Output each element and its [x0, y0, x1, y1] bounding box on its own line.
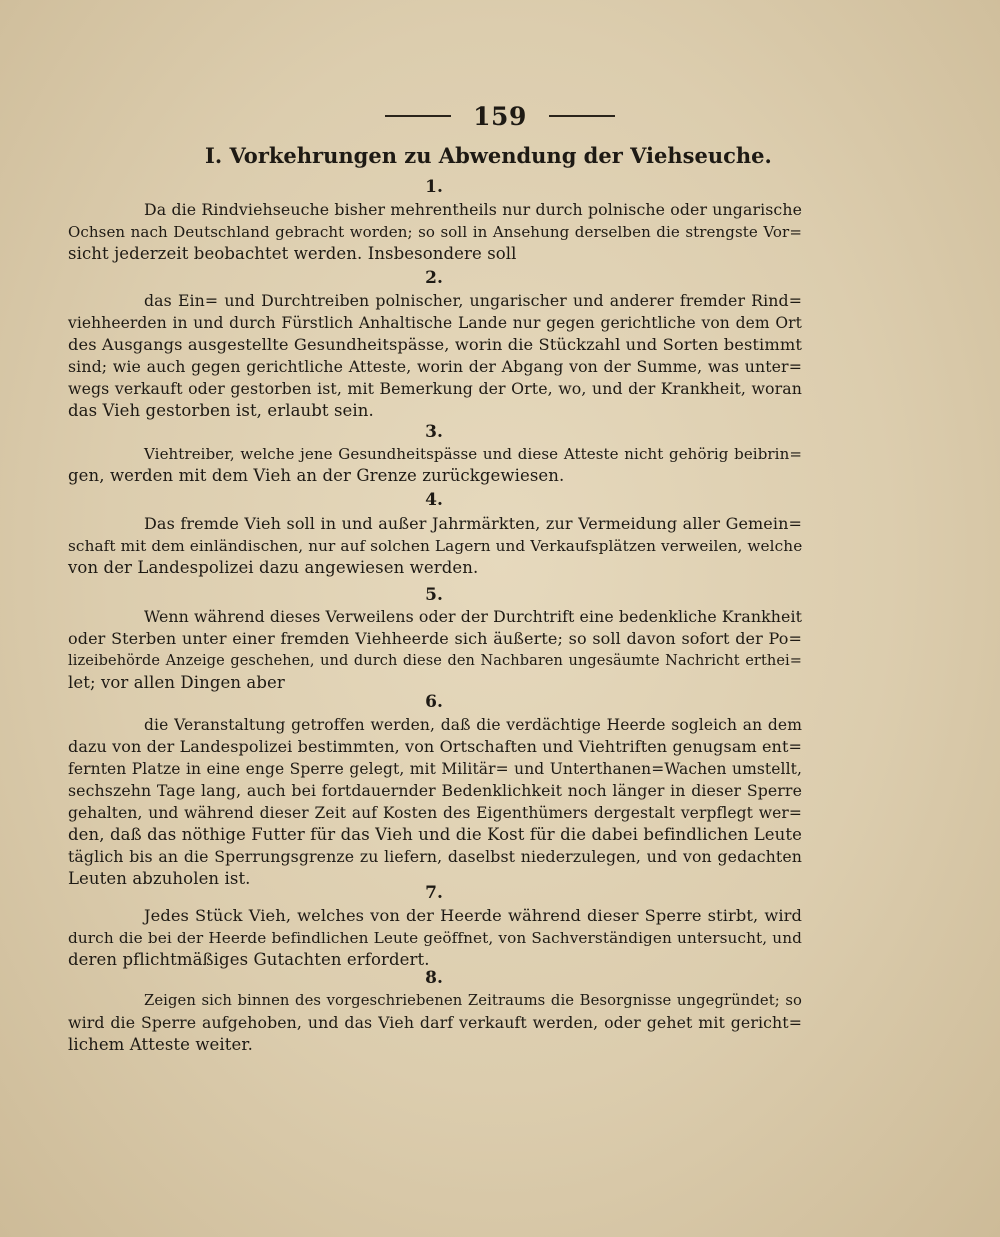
- paragraph-number: 5.: [425, 585, 443, 605]
- text-line: lizeibehörde Anzeige geschehen, und durch diese den Nachbaren ungesäumte Nachricht erthei=: [68, 653, 802, 669]
- paragraph-number: 8.: [425, 968, 443, 988]
- paragraph-6: [68, 714, 802, 890]
- text-line: Leuten abzuholen ist.: [68, 869, 251, 888]
- text-line: Ochsen nach Deutschland gebracht worden; so soll in Ansehung derselben die strengste Vor=: [68, 223, 802, 241]
- paragraph-5: [68, 606, 802, 694]
- text-line: das Vieh gestorben ist, erlaubt sein.: [68, 401, 374, 420]
- text-line: sind; wie auch gegen gerichtliche Atteste, worin der Abgang von der Summe, was unter=: [68, 357, 802, 376]
- text-line: Zeigen sich binnen des vorgeschriebenen Zeitraums die Besorgnisse ungegründet; so: [144, 992, 802, 1009]
- text-line: fernten Platze in eine enge Sperre gelegt, mit Militär= und Unterthanen=Wachen umstellt,: [68, 760, 802, 778]
- paragraph-8: [68, 990, 802, 1056]
- text-line: Das fremde Vieh soll in und außer Jahrmärkten, zur Vermeidung aller Gemein=: [144, 514, 802, 533]
- text-line: wegs verkauft oder gestorben ist, mit Bemerkung der Orte, wo, und der Krankheit, woran: [68, 379, 802, 398]
- header-rule-right: [549, 115, 615, 117]
- paragraph-4: [68, 513, 802, 579]
- text-line: wird die Sperre aufgehoben, und das Vieh darf verkauft werden, oder gehet mit gericht=: [68, 1013, 802, 1032]
- paragraph-number: 1.: [425, 177, 443, 197]
- header-rule-left: [385, 115, 451, 117]
- text-line: Viehtreiber, welche jene Gesundheitspässe und diese Atteste nicht gehörig beibrin=: [144, 445, 802, 463]
- text-line: deren pflichtmäßiges Gutachten erfordert.: [68, 950, 430, 969]
- text-line: täglich bis an die Sperrungsgrenze zu liefern, daselbst niederzulegen, und von gedachten: [68, 847, 802, 866]
- paragraph-number: 2.: [425, 268, 443, 288]
- text-line: lichem Atteste weiter.: [68, 1035, 253, 1054]
- text-line: sicht jederzeit beobachtet werden. Insbesondere soll: [68, 244, 517, 263]
- section-title: I. Vorkehrungen zu Abwendung der Viehseuche.: [205, 143, 772, 168]
- text-line: durch die bei der Heerde befindlichen Leute geöffnet, von Sachverständigen untersucht, und: [68, 929, 802, 947]
- paragraph-7: [68, 905, 802, 971]
- text-line: oder Sterben unter einer fremden Viehheerde sich äußerte; so soll davon sofort der Po=: [68, 629, 802, 648]
- page-number: 159: [473, 101, 527, 131]
- paragraph-number: 4.: [425, 490, 443, 510]
- text-line: sechszehn Tage lang, auch bei fortdauernder Bedenklichkeit noch länger in dieser Sperre: [68, 781, 802, 800]
- text-line: das Ein= und Durchtreiben polnischer, ungarischer und anderer fremder Rind=: [144, 291, 802, 310]
- paragraph-number: 7.: [425, 883, 443, 903]
- text-line: Wenn während dieses Verweilens oder der Durchtrift eine bedenkliche Krankheit: [144, 607, 803, 626]
- paragraph-number: 3.: [425, 422, 443, 442]
- text-line: den, daß das nöthige Futter für das Vieh und die Kost für die dabei befindlichen Leute: [68, 825, 802, 844]
- paragraph-3: [68, 443, 802, 487]
- text-line: dazu von der Landespolizei bestimmten, von Ortschaften und Viehtriften genugsam ent=: [68, 737, 802, 756]
- text-line: des Ausgangs ausgestellte Gesundheitspässe, worin die Stückzahl und Sorten bestimmt: [68, 335, 802, 354]
- text-line: schaft mit dem einländischen, nur auf solchen Lagern und Verkaufsplätzen verweilen, welche: [68, 537, 803, 555]
- text-line: Da die Rindviehseuche bisher mehrentheils nur durch polnische oder ungarische: [144, 200, 802, 219]
- paragraph-1: [68, 199, 802, 265]
- text-line: die Veranstaltung getroffen werden, daß die verdächtige Heerde sogleich an dem: [144, 716, 802, 734]
- page-header: [0, 98, 1000, 134]
- text-line: Jedes Stück Vieh, welches von der Heerde während dieser Sperre stirbt, wird: [144, 906, 802, 925]
- text-line: let; vor allen Dingen aber: [68, 673, 285, 692]
- text-line: gehalten, und während dieser Zeit auf Kosten des Eigenthümers dergestalt verpflegt wer=: [68, 804, 802, 822]
- text-line: gen, werden mit dem Vieh an der Grenze zurückgewiesen.: [68, 466, 565, 485]
- text-line: viehheerden in und durch Fürstlich Anhaltische Lande nur gegen gerichtliche von dem Ort: [68, 314, 802, 332]
- paragraph-2: [68, 290, 802, 422]
- paragraph-number: 6.: [425, 692, 443, 712]
- text-line: von der Landespolizei dazu angewiesen werden.: [68, 558, 479, 577]
